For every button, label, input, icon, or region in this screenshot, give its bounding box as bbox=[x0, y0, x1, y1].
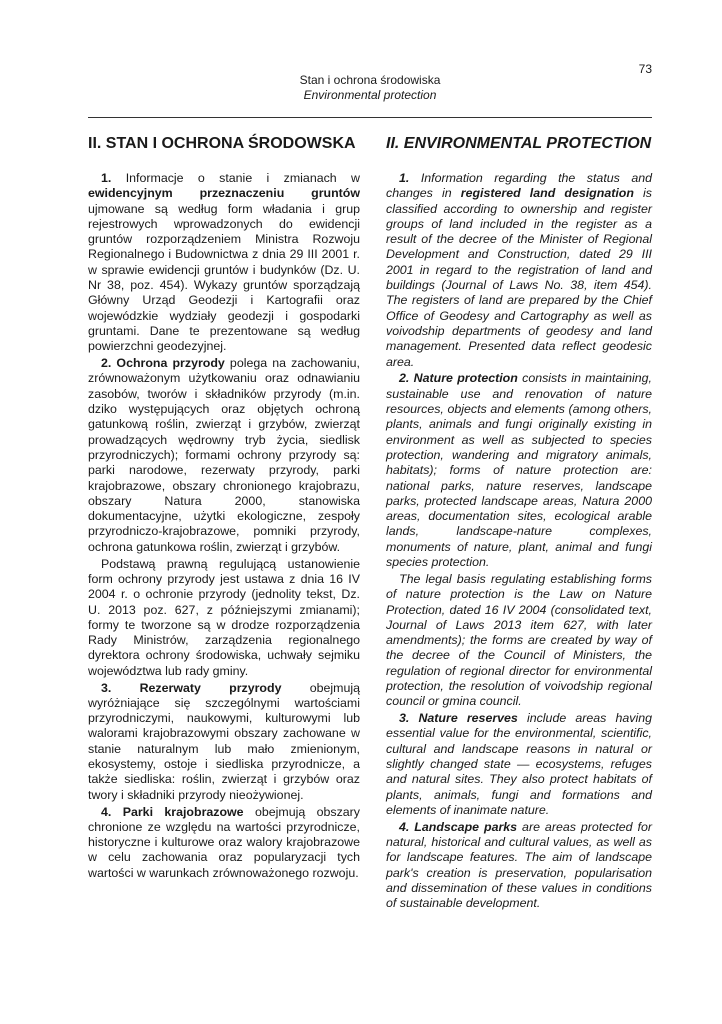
paragraph-en-4-text: include areas having essential value for the environmental, scientific, cultural and landscape reasons in natural or slightly changed state — ecosystems, refuges and natural sites. They also protect habitats of plants, animals, fungi and formations and elements of inanimate nature. bbox=[386, 711, 652, 817]
paragraph-pl-5-term: 4. Parki krajobrazowe bbox=[101, 804, 244, 819]
paragraph-en-1-text: is classified according to ownership and register groups of land included in the register as a result of the decree of the Minister of Regional Development and Construction, dated 29 III 2001 in regard to the registration of land and buildings (Journal of Laws No. 38, item 454). The registers of land are prepared by the Chief Office of Geodesy and Cartography as well as voivodship departments of geodesy and land management. Presented data reflect geodesic area. bbox=[386, 186, 652, 369]
paragraph-en-2-term: 2. Nature protection bbox=[399, 371, 518, 386]
paragraph-pl-2-term: 2. Ochrona przyrody bbox=[101, 356, 225, 371]
paragraph-en-4-term: 3. Nature reserves bbox=[399, 711, 518, 726]
paragraph-en-5-term: 4. Landscape parks bbox=[399, 819, 518, 834]
paragraph-en-5-text: are areas protected for natural, historical and cultural values, as well as for landscape features. The aim of landscape park's creation is preservation, popularisation and dissemination of these values in conditions of sustainable development. bbox=[386, 819, 652, 911]
paragraph-en-4 bbox=[386, 711, 652, 818]
running-head bbox=[88, 73, 652, 103]
paragraph-en-1-num: 1. bbox=[399, 171, 410, 185]
paragraph-en-3: The legal basis regulating establishing forms of nature protection is the Law on Nature Protection, dated 16 IV 2004 (consolidated text, Journal of Laws 2013 item 627, with later amendments); the forms are created by way of the decree of the Council of Ministers, the regulation of regional director for environmental protection, the resolution of voivodship regional council or gmina council. bbox=[386, 571, 652, 709]
english-column bbox=[386, 133, 652, 913]
running-head-pl: Stan i ochrona środowiska bbox=[299, 73, 441, 87]
polish-column bbox=[88, 133, 360, 883]
paragraph-pl-4 bbox=[88, 681, 360, 803]
running-head-en: Environmental protection bbox=[303, 88, 437, 102]
page-number: 73 bbox=[638, 62, 652, 76]
paragraph-pl-2 bbox=[88, 356, 360, 555]
section-title-en: II. ENVIRONMENTAL PROTECTION bbox=[386, 135, 652, 152]
paragraph-en-1 bbox=[386, 171, 652, 370]
paragraph-pl-4-term: 3. Rezerwaty przyrody bbox=[101, 680, 282, 695]
paragraph-pl-1 bbox=[88, 171, 360, 355]
paragraph-en-1-term: registered land designation bbox=[460, 186, 634, 201]
paragraph-en-2-text: consists in maintaining, sustainable use and renovation of nature resources, objects and elements (among others, plants, animals and fungi originally existing in environment as well as subjected to species protection, wandering and migratory animals, habitats); forms of nature protection are: national parks, nature reserves, landscape parks, protected landscape areas, Natura 2000 areas, documentation sites, ecological arable lands, landscape-nature complexes, monuments of nature, plant, animal and fungi species protection. bbox=[386, 371, 652, 570]
paragraph-en-1-pre: Information regarding the status and changes in bbox=[386, 171, 652, 201]
paragraph-pl-4-text: obejmują wyróżniające się szczególnymi wartościami przyrodniczymi, naukowymi, kulturowymi lub walorami krajobrazowymi obszary zachowane w stanie naturalnym lub mało zmienionym, ekosystemy, ostoje i siedliska przyrodnicze, a także siedliska: roślin, zwierząt i grzybów oraz twory i składniki przyrody nieożywionej. bbox=[88, 680, 361, 802]
paragraph-pl-5 bbox=[88, 805, 360, 881]
header-rule bbox=[88, 117, 652, 118]
paragraph-pl-1-pre: Informacje o stanie i zmianach w bbox=[111, 171, 360, 185]
paragraph-pl-5-text: obejmują obszary chronione ze względu na wartości przyrodnicze, historyczne i kulturowe oraz walory krajobrazowe w celu zachowania oraz popularyzacji tych wartości w warunkach zrównoważonego rozwoju. bbox=[88, 804, 360, 880]
paragraph-pl-2-text: polega na zachowaniu, zrównoważonym użytkowaniu oraz odnawianiu zasobów, tworów i składników przyrody (m.in. dziko występujących oraz objętych ochroną gatunkową roślin, zwierząt i grzybów, zwierząt prowadzących wędrowny tryb życia, siedlisk przyrodniczych); formami ochrony przyrody są: parki narodowe, rezerwaty przyrody, parki krajobrazowe, obszary chronionego krajobrazu, obszary Natura 2000, stanowiska dokumentacyjne, użytki ekologiczne, zespoły przyrodniczo-krajobrazowe, pomniki przyrody, ochrona gatunkowa roślin, zwierząt i grzybów. bbox=[88, 356, 361, 554]
section-title-pl: II. STAN I OCHRONA ŚRODOWSKA bbox=[88, 135, 356, 152]
paragraph-en-5 bbox=[386, 820, 652, 912]
paragraph-en-2 bbox=[386, 371, 652, 570]
paragraph-pl-1-text: ujmowane są według form władania i grup rejestrowych wprowadzonych do ewidencji gruntów rozporządzeniem Ministra Rozwoju Regionalnego i Budownictwa z dnia 29 III 2001 r. w sprawie ewidencji gruntów i budynków (Dz. U. Nr 38, poz. 454). Wykazy gruntów sporządzają Główny Urząd Geodezji i Kartografii oraz wojewódzkie wydziały geodezji i gospodarki gruntami. Dane te prezentowane są według powierzchni geodezyjnej. bbox=[88, 201, 360, 354]
paragraph-pl-3: Podstawą prawną regulującą ustanowienie form ochrony przyrody jest ustawa z dnia 16 IV 2004 r. o ochronie przyrody (jednolity tekst, Dz. U. 2013 poz. 627, z późniejszymi zmianami); formy te tworzone są w drodze rozporządzenia Rady Ministrów, zarządzenia regionalnego dyrektora ochrony środowiska, uchwały sejmiku województwa lub rady gminy. bbox=[88, 556, 360, 678]
paragraph-pl-1-term: ewidencyjnym przeznaczeniu gruntów bbox=[88, 186, 360, 201]
paragraph-pl-1-num: 1. bbox=[101, 171, 112, 185]
